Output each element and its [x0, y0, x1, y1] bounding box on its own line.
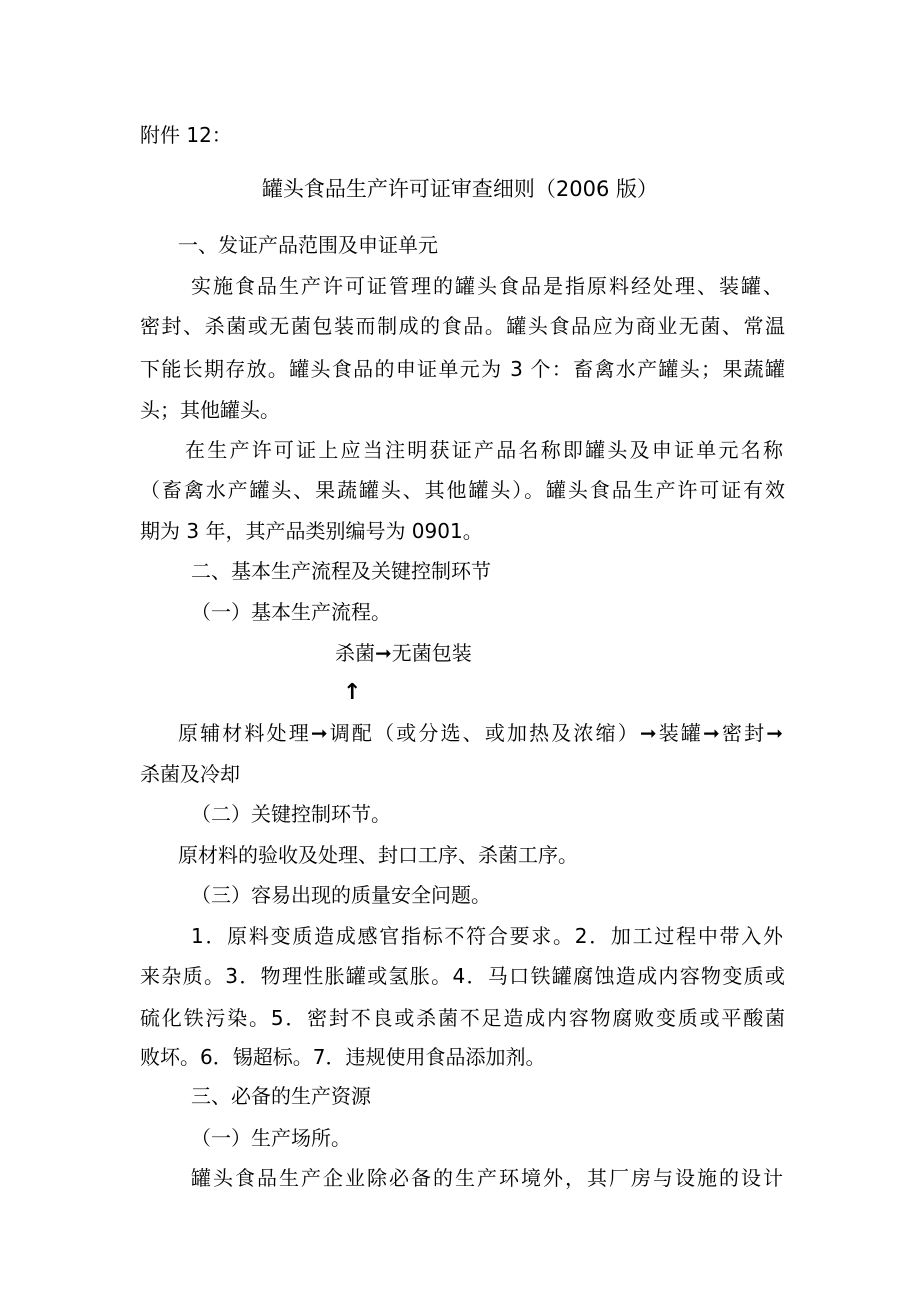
- document-title: 罐头食品生产许可证审查细则（2006 版）: [261, 177, 659, 201]
- attachment-label: 附件 12：: [140, 123, 232, 147]
- section1-para1-line2: 密封、杀菌或无菌包装而制成的食品。罐头食品应为商业无菌、常温: [140, 314, 785, 338]
- section2-sub3-line2: 来杂质。3．物理性胀罐或氢胀。4．马口铁罐腐蚀造成内容物变质或: [140, 964, 785, 988]
- section2-sub3-line4: 败坏。6．锡超标。7．违规使用食品添加剂。: [140, 1045, 546, 1069]
- flow-top-step: 杀菌➞无菌包装: [335, 641, 472, 665]
- section2-heading: 二、基本生产流程及关键控制环节: [191, 559, 491, 583]
- section1-para2-line1: 在生产许可证上应当注明获证产品名称即罐头及申证单元名称: [185, 438, 783, 462]
- section2-sub2-heading: （二）关键控制环节。: [191, 802, 391, 826]
- section1-heading: 一、发证产品范围及申证单元: [178, 233, 438, 257]
- section3-sub1-line1: 罐头食品生产企业除必备的生产环境外，其厂房与设施的设计: [191, 1166, 783, 1190]
- section1-para1-line3: 下能长期存放。罐头食品的申证单元为 3 个：畜禽水产罐头；果蔬罐: [140, 357, 785, 381]
- section1-para1-line4: 头；其他罐头。: [140, 398, 280, 422]
- section2-sub3-line1: 1．原料变质造成感官指标不符合要求。2．加工过程中带入外: [191, 924, 783, 948]
- section3-sub1-heading: （一）生产场所。: [191, 1126, 351, 1150]
- section2-sub3-heading: （三）容易出现的质量安全问题。: [191, 883, 491, 907]
- section3-heading: 三、必备的生产资源: [191, 1084, 371, 1108]
- section1-para1-line1: 实施食品生产许可证管理的罐头食品是指原料经处理、装罐、: [191, 274, 783, 298]
- section2-sub1-heading: （一）基本生产流程。: [191, 600, 391, 624]
- section2-sub2-text: 原材料的验收及处理、封口工序、杀菌工序。: [178, 843, 578, 867]
- section1-para2-line3: 期为 3 年，其产品类别编号为 0901。: [140, 519, 483, 543]
- up-arrow-icon: ↑: [343, 680, 362, 705]
- section2-sub3-line3: 硫化铁污染。5．密封不良或杀菌不足造成内容物腐败变质或平酸菌: [140, 1006, 785, 1030]
- flow-main-line1: 原辅材料处理➞调配（或分选、或加热及浓缩）➞装罐➞密封➞: [178, 721, 783, 745]
- flow-main-line2: 杀菌及冷却: [140, 762, 240, 786]
- section1-para2-line2: （畜禽水产罐头、果蔬罐头、其他罐头）。罐头食品生产许可证有效: [140, 478, 785, 502]
